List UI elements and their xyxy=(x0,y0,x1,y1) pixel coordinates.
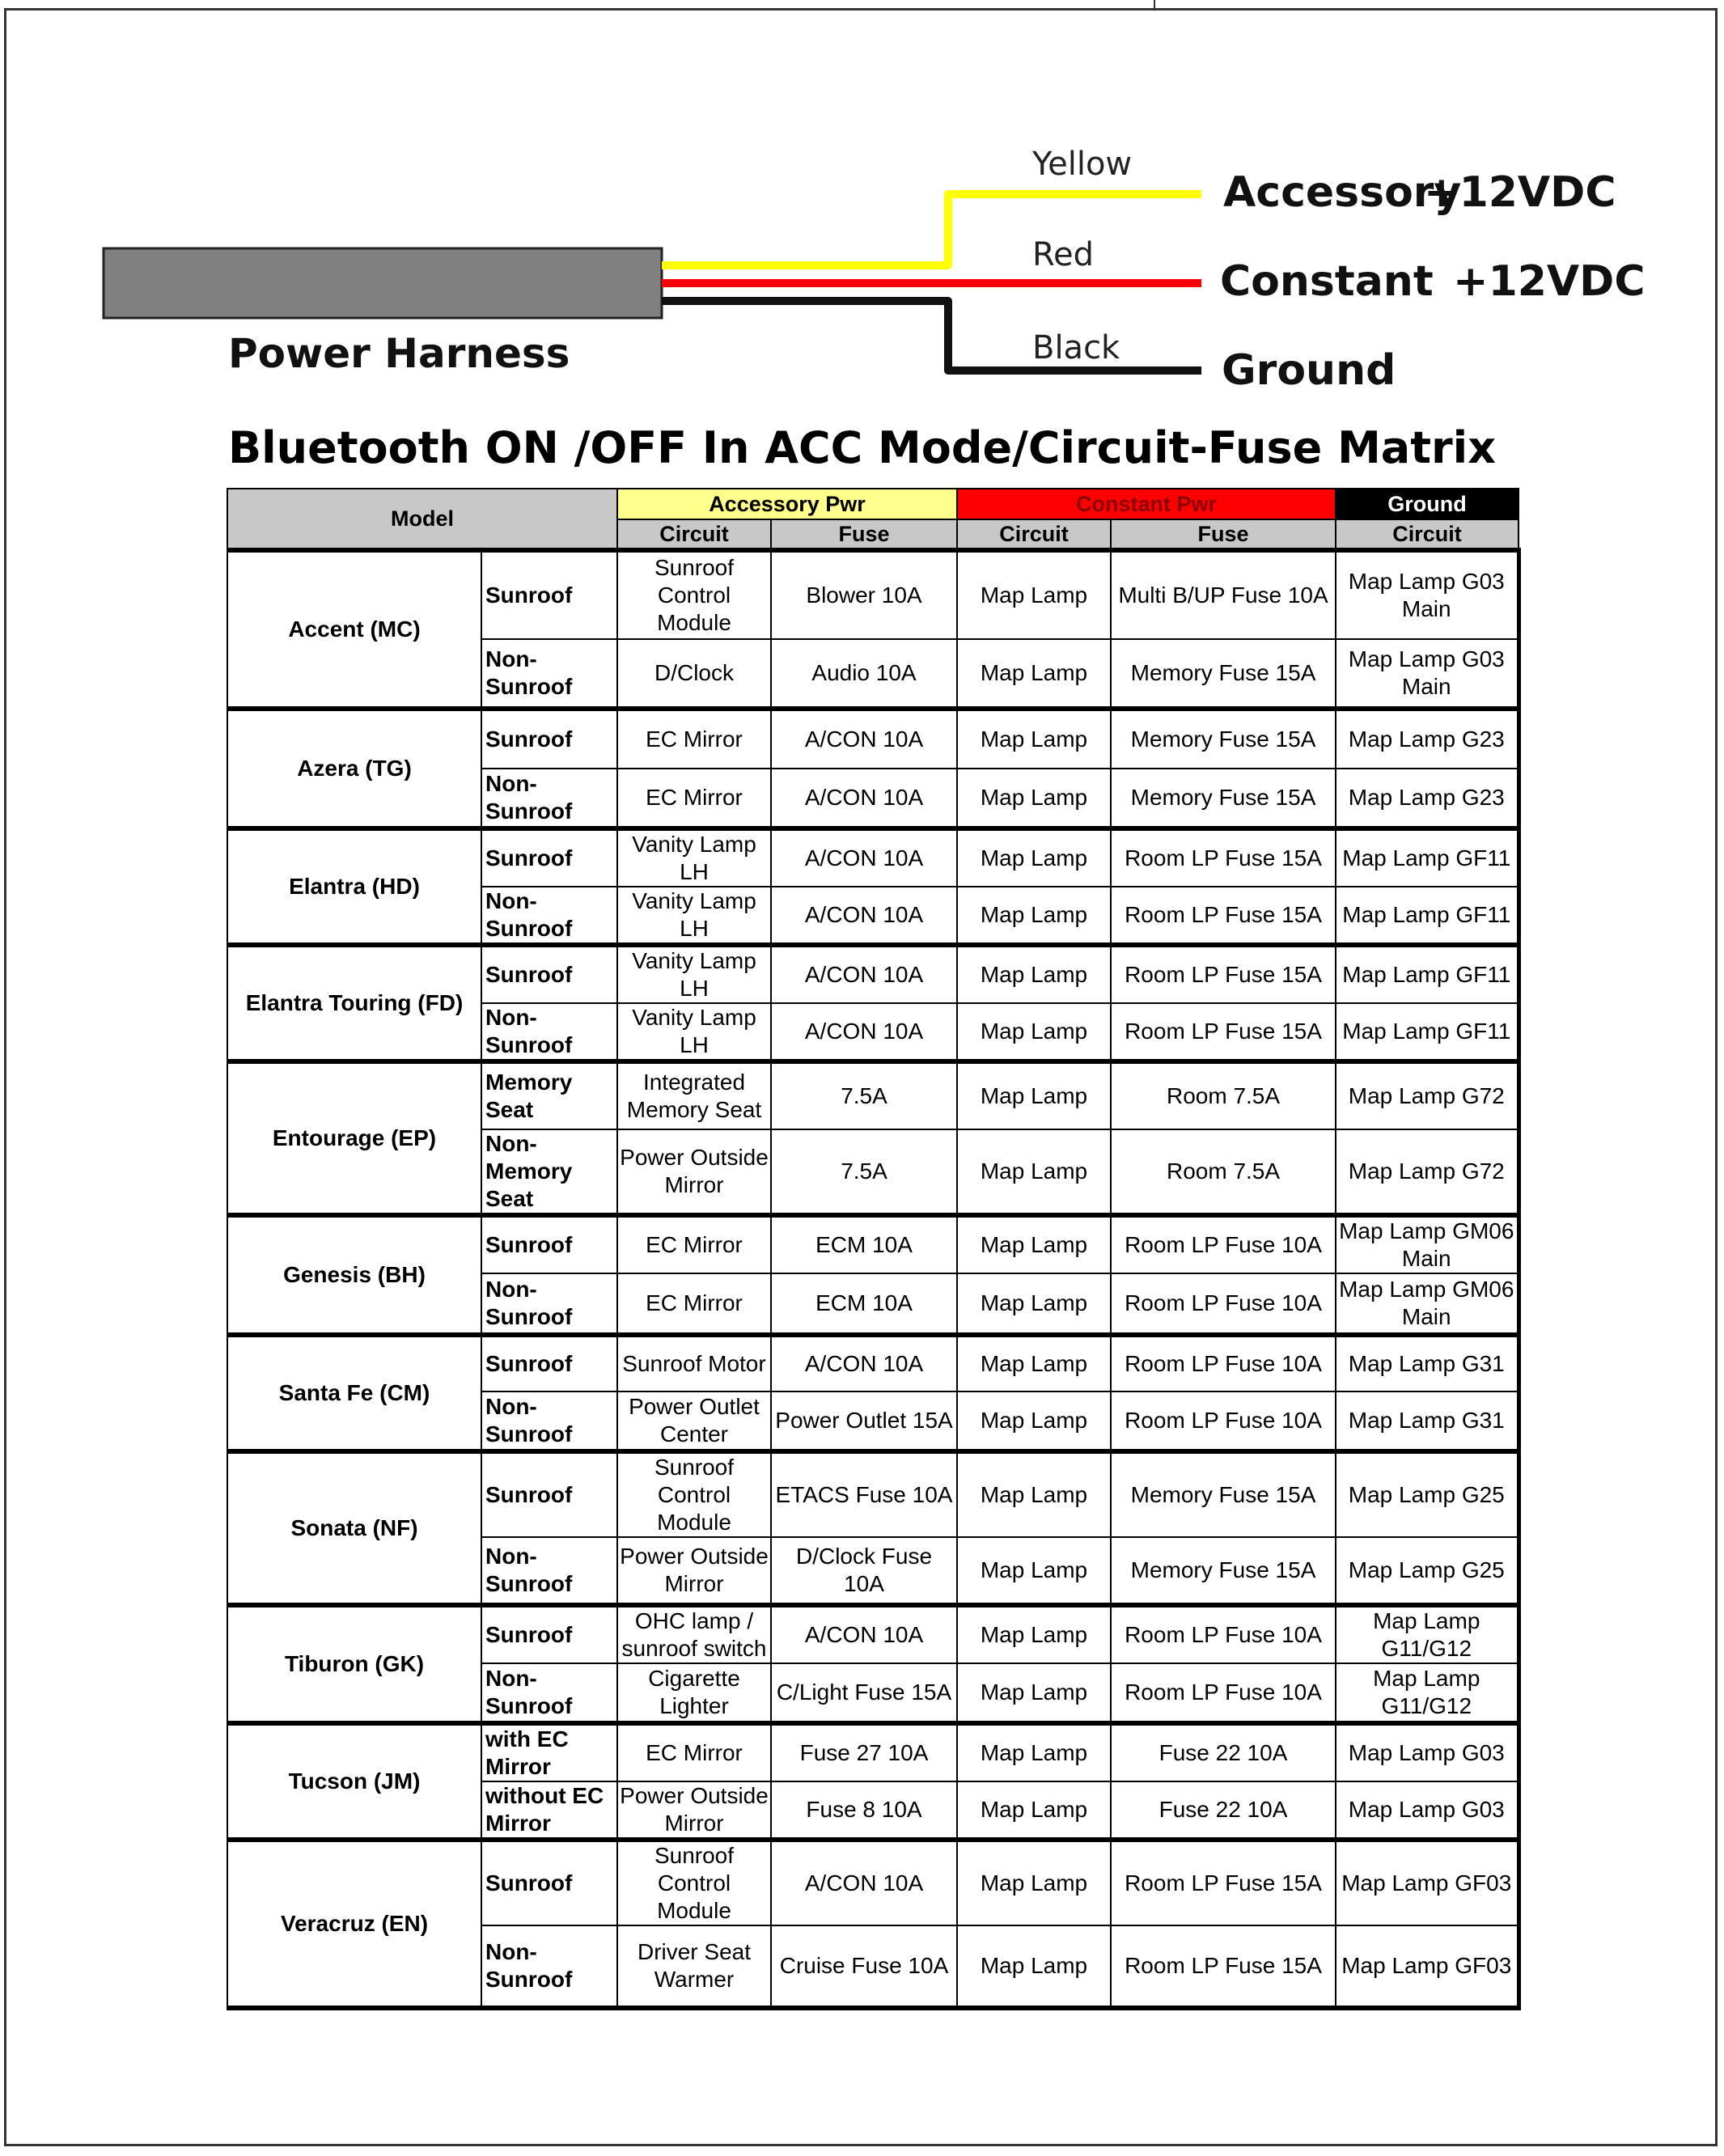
table-row xyxy=(227,1215,1519,1273)
con-circuit-cell: Map Lamp xyxy=(957,945,1111,1003)
constant-label: Constant xyxy=(1220,257,1434,306)
circuit-fuse-matrix xyxy=(227,488,1521,2010)
yellow-wire-label: Yellow xyxy=(1032,146,1133,183)
constant-voltage: +12VDC xyxy=(1453,257,1646,306)
header-con-circuit: Circuit xyxy=(957,519,1111,550)
con-fuse-cell: Room LP Fuse 10A xyxy=(1111,1605,1336,1663)
con-circuit-cell: Map Lamp xyxy=(957,1605,1111,1663)
acc-circuit-cell: Power Outside Mirror xyxy=(617,1781,771,1840)
con-fuse-cell: Room LP Fuse 15A xyxy=(1111,828,1336,887)
acc-circuit-cell: Power Outside Mirror xyxy=(617,1537,771,1605)
page-title: Bluetooth ON /OFF In ACC Mode/Circuit-Fuse Matrix xyxy=(227,422,1497,473)
header-model: Model xyxy=(227,489,617,550)
acc-fuse-cell: Fuse 27 10A xyxy=(771,1723,957,1781)
model-name: Tiburon (GK) xyxy=(227,1605,481,1723)
gnd-circuit-cell: Map Lamp G25 xyxy=(1336,1537,1519,1605)
con-fuse-cell: Multi B/UP Fuse 10A xyxy=(1111,550,1336,639)
con-circuit-cell: Map Lamp xyxy=(957,550,1111,639)
con-fuse-cell: Memory Fuse 15A xyxy=(1111,1451,1336,1537)
acc-fuse-cell: ETACS Fuse 10A xyxy=(771,1451,957,1537)
variant-cell: Sunroof xyxy=(481,709,617,769)
con-circuit-cell: Map Lamp xyxy=(957,769,1111,828)
con-circuit-cell: Map Lamp xyxy=(957,1391,1111,1451)
acc-fuse-cell: Cruise Fuse 10A xyxy=(771,1925,957,2008)
model-name: Sonata (NF) xyxy=(227,1451,481,1605)
acc-fuse-cell: 7.5A xyxy=(771,1129,957,1215)
model-group xyxy=(227,709,1519,828)
con-fuse-cell: Room LP Fuse 15A xyxy=(1111,887,1336,945)
acc-fuse-cell: A/CON 10A xyxy=(771,1840,957,1925)
acc-circuit-cell: D/Clock xyxy=(617,639,771,709)
table-row xyxy=(227,1061,1519,1129)
con-fuse-cell: Room LP Fuse 10A xyxy=(1111,1273,1336,1335)
variant-cell: Non-Sunroof xyxy=(481,1391,617,1451)
acc-circuit-cell: Power Outlet Center xyxy=(617,1391,771,1451)
variant-cell: Non-Sunroof xyxy=(481,1925,617,2008)
header-con-fuse: Fuse xyxy=(1111,519,1336,550)
gnd-circuit-cell: Map Lamp G23 xyxy=(1336,769,1519,828)
acc-fuse-cell: A/CON 10A xyxy=(771,1605,957,1663)
acc-circuit-cell: Vanity Lamp LH xyxy=(617,945,771,1003)
con-fuse-cell: Room LP Fuse 10A xyxy=(1111,1215,1336,1273)
con-fuse-cell: Memory Fuse 15A xyxy=(1111,1537,1336,1605)
model-name: Elantra (HD) xyxy=(227,828,481,945)
variant-cell: Non-Sunroof xyxy=(481,1273,617,1335)
gnd-circuit-cell: Map Lamp GF11 xyxy=(1336,828,1519,887)
acc-fuse-cell: A/CON 10A xyxy=(771,1003,957,1061)
con-circuit-cell: Map Lamp xyxy=(957,1451,1111,1537)
acc-fuse-cell: Power Outlet 15A xyxy=(771,1391,957,1451)
con-circuit-cell: Map Lamp xyxy=(957,828,1111,887)
model-group xyxy=(227,1605,1519,1723)
gnd-circuit-cell: Map Lamp G03 xyxy=(1336,1781,1519,1840)
acc-fuse-cell: C/Light Fuse 15A xyxy=(771,1663,957,1723)
variant-cell: Sunroof xyxy=(481,1451,617,1537)
gnd-circuit-cell: Map Lamp GF03 xyxy=(1336,1925,1519,2008)
con-fuse-cell: Room LP Fuse 15A xyxy=(1111,945,1336,1003)
table-row xyxy=(227,550,1519,639)
con-circuit-cell: Map Lamp xyxy=(957,1663,1111,1723)
black-wire xyxy=(662,301,1201,371)
table-row xyxy=(227,1723,1519,1781)
variant-cell: with EC Mirror xyxy=(481,1723,617,1781)
acc-circuit-cell: Vanity Lamp LH xyxy=(617,1003,771,1061)
accessory-voltage: +12VDC xyxy=(1424,168,1616,217)
header-acc-fuse: Fuse xyxy=(771,519,957,550)
accessory-label: Accessory xyxy=(1223,168,1462,217)
variant-cell: Non-Sunroof xyxy=(481,1663,617,1723)
harness-connector xyxy=(104,248,662,318)
table-row xyxy=(227,1335,1519,1391)
variant-cell: Sunroof xyxy=(481,1605,617,1663)
acc-fuse-cell: Audio 10A xyxy=(771,639,957,709)
acc-circuit-cell: Vanity Lamp LH xyxy=(617,887,771,945)
con-fuse-cell: Fuse 22 10A xyxy=(1111,1781,1336,1840)
con-fuse-cell: Room 7.5A xyxy=(1111,1061,1336,1129)
con-fuse-cell: Memory Fuse 15A xyxy=(1111,769,1336,828)
header-acc-circuit: Circuit xyxy=(617,519,771,550)
gnd-circuit-cell: Map Lamp G31 xyxy=(1336,1335,1519,1391)
con-fuse-cell: Memory Fuse 15A xyxy=(1111,639,1336,709)
gnd-circuit-cell: Map Lamp G31 xyxy=(1336,1391,1519,1451)
model-name: Azera (TG) xyxy=(227,709,481,828)
gnd-circuit-cell: Map Lamp G11/G12 xyxy=(1336,1663,1519,1723)
variant-cell: Non-Memory Seat xyxy=(481,1129,617,1215)
con-circuit-cell: Map Lamp xyxy=(957,709,1111,769)
model-group xyxy=(227,1061,1519,1215)
acc-circuit-cell: EC Mirror xyxy=(617,1215,771,1273)
acc-fuse-cell: A/CON 10A xyxy=(771,828,957,887)
table-row xyxy=(227,709,1519,769)
variant-cell: Sunroof xyxy=(481,945,617,1003)
acc-circuit-cell: Vanity Lamp LH xyxy=(617,828,771,887)
acc-fuse-cell: A/CON 10A xyxy=(771,709,957,769)
gnd-circuit-cell: Map Lamp GM06 Main xyxy=(1336,1215,1519,1273)
con-fuse-cell: Room LP Fuse 10A xyxy=(1111,1663,1336,1723)
model-name: Veracruz (EN) xyxy=(227,1840,481,2008)
acc-circuit-cell: Integrated Memory Seat xyxy=(617,1061,771,1129)
con-circuit-cell: Map Lamp xyxy=(957,1335,1111,1391)
model-name: Santa Fe (CM) xyxy=(227,1335,481,1451)
acc-circuit-cell: EC Mirror xyxy=(617,769,771,828)
table-row xyxy=(227,1605,1519,1663)
acc-circuit-cell: EC Mirror xyxy=(617,1723,771,1781)
table-row xyxy=(227,1840,1519,1925)
gnd-circuit-cell: Map Lamp G72 xyxy=(1336,1129,1519,1215)
acc-fuse-cell: ECM 10A xyxy=(771,1215,957,1273)
model-name: Genesis (BH) xyxy=(227,1215,481,1335)
acc-fuse-cell: 7.5A xyxy=(771,1061,957,1129)
con-circuit-cell: Map Lamp xyxy=(957,1273,1111,1335)
acc-circuit-cell: EC Mirror xyxy=(617,1273,771,1335)
acc-circuit-cell: Power Outside Mirror xyxy=(617,1129,771,1215)
acc-fuse-cell: A/CON 10A xyxy=(771,945,957,1003)
acc-fuse-cell: Fuse 8 10A xyxy=(771,1781,957,1840)
gnd-circuit-cell: Map Lamp G72 xyxy=(1336,1061,1519,1129)
model-name: Tucson (JM) xyxy=(227,1723,481,1840)
acc-fuse-cell: D/Clock Fuse 10A xyxy=(771,1537,957,1605)
model-group xyxy=(227,1215,1519,1335)
acc-fuse-cell: ECM 10A xyxy=(771,1273,957,1335)
variant-cell: Non-Sunroof xyxy=(481,769,617,828)
gnd-circuit-cell: Map Lamp G23 xyxy=(1336,709,1519,769)
gnd-circuit-cell: Map Lamp GF11 xyxy=(1336,945,1519,1003)
acc-fuse-cell: Blower 10A xyxy=(771,550,957,639)
model-group xyxy=(227,1335,1519,1451)
yellow-wire xyxy=(662,194,1201,265)
gnd-circuit-cell: Map Lamp GM06 Main xyxy=(1336,1273,1519,1335)
model-group xyxy=(227,1723,1519,1840)
model-group xyxy=(227,550,1519,709)
acc-circuit-cell: Sunroof Control Module xyxy=(617,1840,771,1925)
variant-cell: without EC Mirror xyxy=(481,1781,617,1840)
con-circuit-cell: Map Lamp xyxy=(957,1129,1111,1215)
table-row xyxy=(227,828,1519,887)
con-circuit-cell: Map Lamp xyxy=(957,1061,1111,1129)
gnd-circuit-cell: Map Lamp G25 xyxy=(1336,1451,1519,1537)
acc-fuse-cell: A/CON 10A xyxy=(771,769,957,828)
con-fuse-cell: Room LP Fuse 10A xyxy=(1111,1391,1336,1451)
con-circuit-cell: Map Lamp xyxy=(957,1537,1111,1605)
table-row xyxy=(227,945,1519,1003)
variant-cell: Sunroof xyxy=(481,1335,617,1391)
acc-circuit-cell: OHC lamp / sunroof switch xyxy=(617,1605,771,1663)
header-gnd-circuit: Circuit xyxy=(1336,519,1519,550)
header-constant-pwr: Constant Pwr xyxy=(957,489,1336,519)
variant-cell: Memory Seat xyxy=(481,1061,617,1129)
header-accessory-pwr: Accessory Pwr xyxy=(617,489,957,519)
variant-cell: Non-Sunroof xyxy=(481,1537,617,1605)
con-fuse-cell: Room LP Fuse 15A xyxy=(1111,1840,1336,1925)
acc-circuit-cell: Driver Seat Warmer xyxy=(617,1925,771,2008)
con-fuse-cell: Room LP Fuse 15A xyxy=(1111,1003,1336,1061)
con-circuit-cell: Map Lamp xyxy=(957,1925,1111,2008)
black-wire-label: Black xyxy=(1032,329,1120,366)
header-ground: Ground xyxy=(1336,489,1519,519)
acc-circuit-cell: Sunroof Control Module xyxy=(617,1451,771,1537)
variant-cell: Non-Sunroof xyxy=(481,639,617,709)
variant-cell: Sunroof xyxy=(481,550,617,639)
model-group xyxy=(227,828,1519,945)
gnd-circuit-cell: Map Lamp GF11 xyxy=(1336,887,1519,945)
acc-circuit-cell: Cigarette Lighter xyxy=(617,1663,771,1723)
model-group xyxy=(227,1840,1519,2008)
gnd-circuit-cell: Map Lamp GF03 xyxy=(1336,1840,1519,1925)
gnd-circuit-cell: Map Lamp G03 Main xyxy=(1336,550,1519,639)
con-fuse-cell: Memory Fuse 15A xyxy=(1111,709,1336,769)
model-group xyxy=(227,945,1519,1061)
con-circuit-cell: Map Lamp xyxy=(957,1840,1111,1925)
model-group xyxy=(227,1451,1519,1605)
con-circuit-cell: Map Lamp xyxy=(957,639,1111,709)
con-fuse-cell: Room LP Fuse 15A xyxy=(1111,1925,1336,2008)
con-fuse-cell: Room 7.5A xyxy=(1111,1129,1336,1215)
con-circuit-cell: Map Lamp xyxy=(957,1781,1111,1840)
con-circuit-cell: Map Lamp xyxy=(957,1003,1111,1061)
gnd-circuit-cell: Map Lamp G11/G12 xyxy=(1336,1605,1519,1663)
con-circuit-cell: Map Lamp xyxy=(957,1215,1111,1273)
variant-cell: Sunroof xyxy=(481,1215,617,1273)
con-circuit-cell: Map Lamp xyxy=(957,1723,1111,1781)
gnd-circuit-cell: Map Lamp GF11 xyxy=(1336,1003,1519,1061)
acc-circuit-cell: Sunroof Motor xyxy=(617,1335,771,1391)
variant-cell: Non-Sunroof xyxy=(481,887,617,945)
model-name: Accent (MC) xyxy=(227,550,481,709)
model-name: Entourage (EP) xyxy=(227,1061,481,1215)
acc-fuse-cell: A/CON 10A xyxy=(771,887,957,945)
table-row xyxy=(227,1451,1519,1537)
power-harness-label: Power Harness xyxy=(228,330,570,377)
gnd-circuit-cell: Map Lamp G03 xyxy=(1336,1723,1519,1781)
red-wire-label: Red xyxy=(1032,236,1094,273)
acc-fuse-cell: A/CON 10A xyxy=(771,1335,957,1391)
gnd-circuit-cell: Map Lamp G03 Main xyxy=(1336,639,1519,709)
con-fuse-cell: Room LP Fuse 10A xyxy=(1111,1335,1336,1391)
variant-cell: Sunroof xyxy=(481,1840,617,1925)
variant-cell: Sunroof xyxy=(481,828,617,887)
acc-circuit-cell: Sunroof Control Module xyxy=(617,550,771,639)
con-circuit-cell: Map Lamp xyxy=(957,887,1111,945)
ground-label: Ground xyxy=(1222,346,1396,395)
acc-circuit-cell: EC Mirror xyxy=(617,709,771,769)
con-fuse-cell: Fuse 22 10A xyxy=(1111,1723,1336,1781)
model-name: Elantra Touring (FD) xyxy=(227,945,481,1061)
variant-cell: Non-Sunroof xyxy=(481,1003,617,1061)
